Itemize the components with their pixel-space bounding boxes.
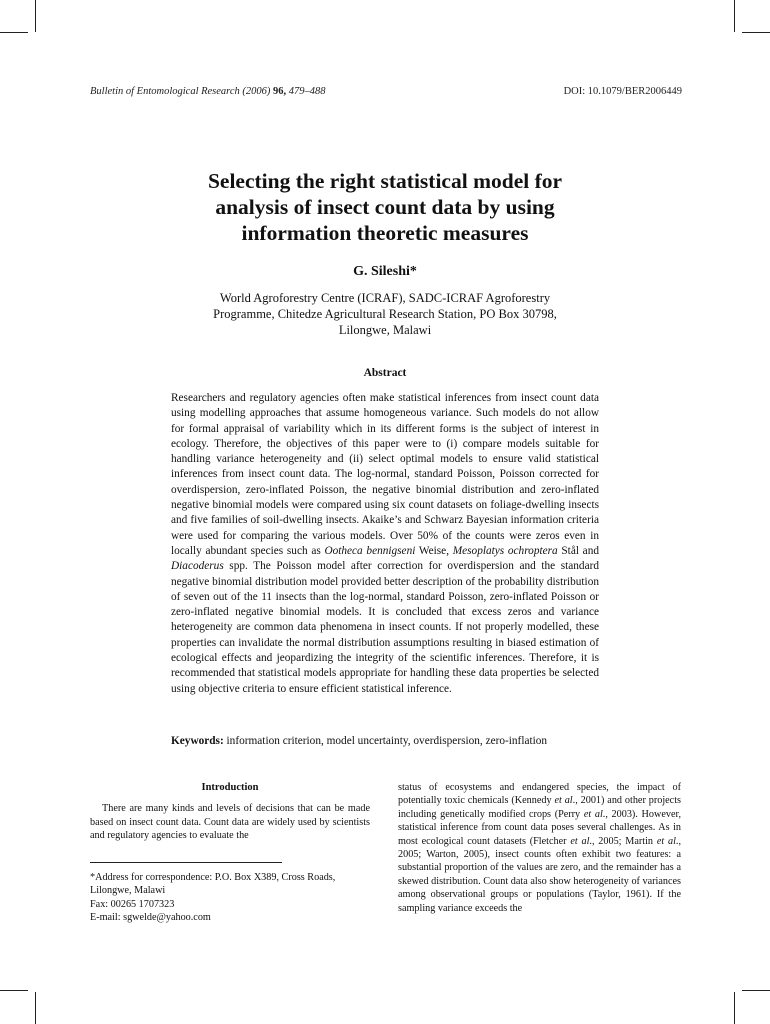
crop-mark (0, 32, 28, 33)
body-text: ., 2005; Warton, 2005), insect counts often exhibit two features: a substantial proportion of the values are zero, and the remainder has a skewed distribution. Count data also show heterogeneity of variances among observational groups or populations (Taylor, 1961). If the sampling variance exceeds the (398, 835, 681, 914)
citation-etal: et al (583, 808, 603, 820)
title-line: information theoretic measures (241, 221, 529, 245)
title-line: analysis of insect count data by using (215, 195, 555, 219)
abstract-text: Researchers and regulatory agencies often make statistical inferences from insect count data using modelling approaches that assume homogeneous variance. Such models do not allow for formal appraisal of variability which in its different forms is the subject of interest in ecology. Therefore, the objectives of this paper were to (i) compare models suitable for handling variance heterogeneity and (ii) select optimal models to ensure valid statistical inferences from insect count data. The log-normal, standard Poisson, Poisson corrected for overdispersion, zero-inflated Poisson, the negative binomial distribution and zero-inflated negative binomial models were compared using six count datasets on foliage-dwelling insects and five families of soil-dwelling insects. Akaike’s and Schwarz Bayesian information criteria were used for comparing the various models. Over 50% of the counts were zeros even in locally abundant species such as (171, 392, 599, 557)
abstract-text: Weise, (415, 544, 453, 557)
keywords-text: information criterion, model uncertainty, overdispersion, zero-inflation (223, 735, 548, 747)
abstract-text: spp. The Poisson model after correction for overdispersion and the standard negative binomial distribution model provided better description of the probability distribution of seven out of the 11 insects than the log-normal, standard Poisson, zero-inflated Poisson or zero-inflated negative binomial models. It is concluded that excess zeros and variance heterogeneity are common data phenomena in insect counts. If not properly modelled, these properties can invalidate the normal distribution assumptions resulting in biased estimation of ecological effects and jeopardizing the integrity of the scientific inferences. Therefore, it is recommended that statistical models appropriate for handling these data properties be selected using objective criteria to ensure efficient statistical inference. (171, 560, 599, 695)
citation-etal: et al (570, 835, 590, 847)
crop-mark (35, 992, 36, 1024)
right-column-text (398, 781, 681, 915)
affiliation-line: Programme, Chitedze Agricultural Research Station, PO Box 30798, (213, 307, 557, 321)
journal-year: (2006) (242, 86, 271, 97)
footnote-line: Lilongwe, Malawi (90, 885, 166, 897)
crop-mark (734, 0, 735, 32)
title-line: Selecting the right statistical model for (207, 169, 563, 193)
abstract-heading: Abstract (363, 367, 407, 379)
crop-mark (742, 32, 770, 33)
introduction-text: There are many kinds and levels of decisions that can be made based on insect count data. Count data are widely used by scientists and regulatory agencies to evaluate the (90, 803, 370, 842)
introduction-column (90, 781, 370, 843)
crop-mark (734, 992, 735, 1024)
body-text: ., 2001) and other projects including genetically modified crops (Perry (398, 795, 681, 820)
body-text: ., 2005; Martin (589, 835, 657, 847)
paper-title (0, 168, 770, 246)
species-name: Ootheca bennigseni (324, 544, 416, 557)
citation-etal: et al (656, 835, 676, 847)
journal-name: Bulletin of Entomological Research (90, 86, 240, 97)
abstract-text: Stål and (557, 544, 599, 557)
affiliation-line: World Agroforestry Centre (ICRAF), SADC-ICRAF Agroforestry (219, 291, 551, 305)
body-text: ., 2003). However, statistical inference from count data poses several challenges. As in most ecological count datasets (Fletcher (398, 808, 682, 847)
citation-etal: et al (554, 795, 573, 807)
crop-mark (0, 990, 28, 991)
abstract-body (171, 391, 599, 697)
species-name: Mesoplatys ochroptera (452, 544, 558, 557)
affiliation-line: Lilongwe, Malawi (338, 323, 432, 337)
keywords (171, 735, 611, 747)
footnote-divider (90, 862, 282, 863)
crop-mark (742, 990, 770, 991)
keywords-label: Keywords: (171, 735, 224, 747)
footnote-line: Fax: 00265 1707323 (90, 898, 175, 910)
author: G. Sileshi* (353, 264, 417, 279)
journal-pages: 479–488 (288, 86, 326, 97)
correspondence-footnote (90, 871, 372, 925)
affiliation (0, 290, 770, 338)
doi: DOI: 10.1079/BER2006449 (563, 86, 682, 97)
footnote-line: E-mail: sgwelde@yahoo.com (90, 912, 211, 924)
species-name: Diacoderus (171, 560, 224, 573)
body-text: status of ecosystems and endangered species, the impact of potentially toxic chemicals (Kennedy (398, 782, 681, 807)
journal-volume: 96, (273, 86, 287, 97)
introduction-heading: Introduction (201, 782, 259, 793)
crop-mark (35, 0, 36, 32)
journal-citation (90, 86, 326, 97)
footnote-line: *Address for correspondence: P.O. Box X389, Cross Roads, (90, 872, 336, 883)
